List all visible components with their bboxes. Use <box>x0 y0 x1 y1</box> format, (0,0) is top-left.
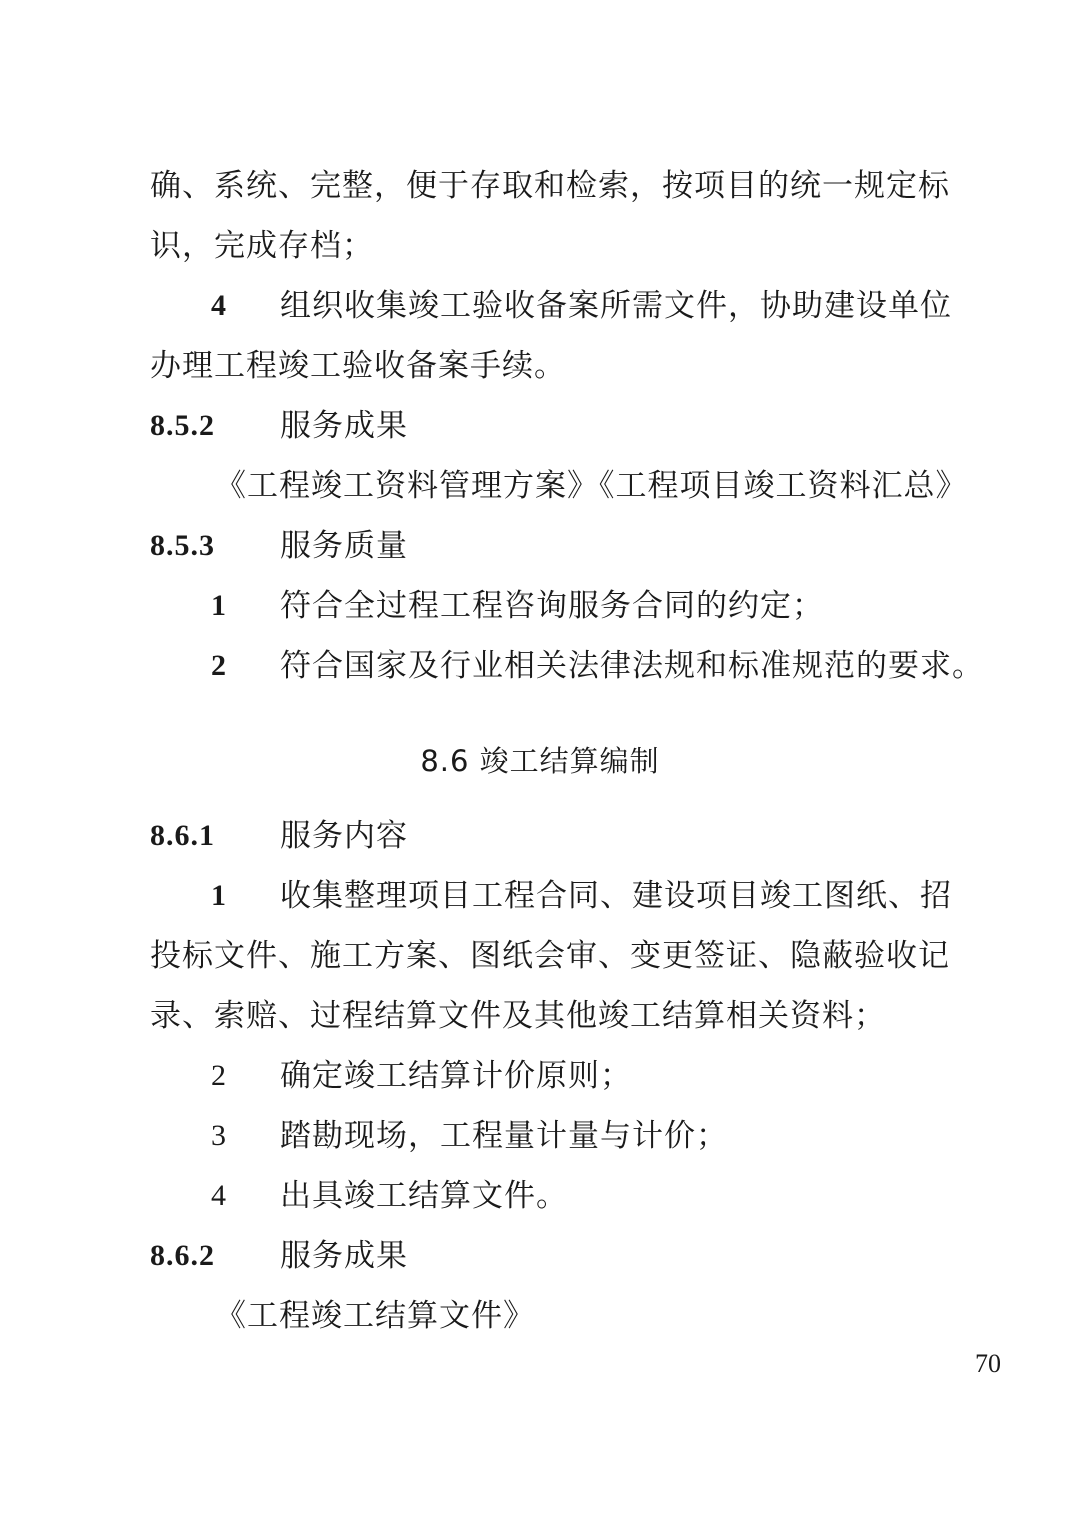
list-number: 2 <box>211 1059 226 1092</box>
page-number: 70 <box>975 1349 1001 1378</box>
section-number: 8.6.1 <box>150 819 215 852</box>
list-item-text: 录、索赔、过程结算文件及其他竣工结算相关资料； <box>150 998 886 1034</box>
list-item-text: 确定竣工结算计价原则； <box>280 1058 632 1094</box>
section-number: 8.5.2 <box>150 409 215 442</box>
paragraph-line: 识，完成存档； <box>150 228 374 264</box>
list-number: 2 <box>211 649 226 682</box>
section-number: 8.6.2 <box>150 1239 215 1272</box>
list-item-text: 办理工程竣工验收备案手续。 <box>150 348 566 384</box>
section-content: 《工程竣工结算文件》 <box>215 1298 535 1334</box>
list-item-text: 收集整理项目工程合同、建设项目竣工图纸、招 <box>280 878 952 914</box>
list-item-text: 出具竣工结算文件。 <box>280 1178 568 1214</box>
section-title: 服务成果 <box>280 1238 408 1274</box>
list-item-text: 符合全过程工程咨询服务合同的约定； <box>280 588 824 624</box>
list-item-text: 投标文件、施工方案、图纸会审、变更签证、隐蔽验收记 <box>150 938 950 974</box>
paragraph-line: 确、系统、完整，便于存取和检索，按项目的统一规定标 <box>150 168 950 204</box>
list-number: 4 <box>211 289 226 322</box>
list-item-text: 组织收集竣工验收备案所需文件，协助建设单位 <box>280 288 952 324</box>
list-number: 1 <box>211 879 226 912</box>
list-number: 4 <box>211 1179 226 1212</box>
list-item-text: 符合国家及行业相关法律法规和标准规范的要求。 <box>280 648 984 684</box>
section-title: 服务质量 <box>280 528 408 564</box>
section-title: 服务内容 <box>280 818 408 854</box>
section-content: 《工程竣工资料管理方案》《工程项目竣工资料汇总》 <box>215 468 968 504</box>
list-number: 3 <box>211 1119 226 1152</box>
list-number: 1 <box>211 589 226 622</box>
section-number: 8.5.3 <box>150 529 215 562</box>
section-heading: 8.6 竣工结算编制 <box>420 744 660 778</box>
list-item-text: 踏勘现场，工程量计量与计价； <box>280 1118 728 1154</box>
section-title: 服务成果 <box>280 408 408 444</box>
